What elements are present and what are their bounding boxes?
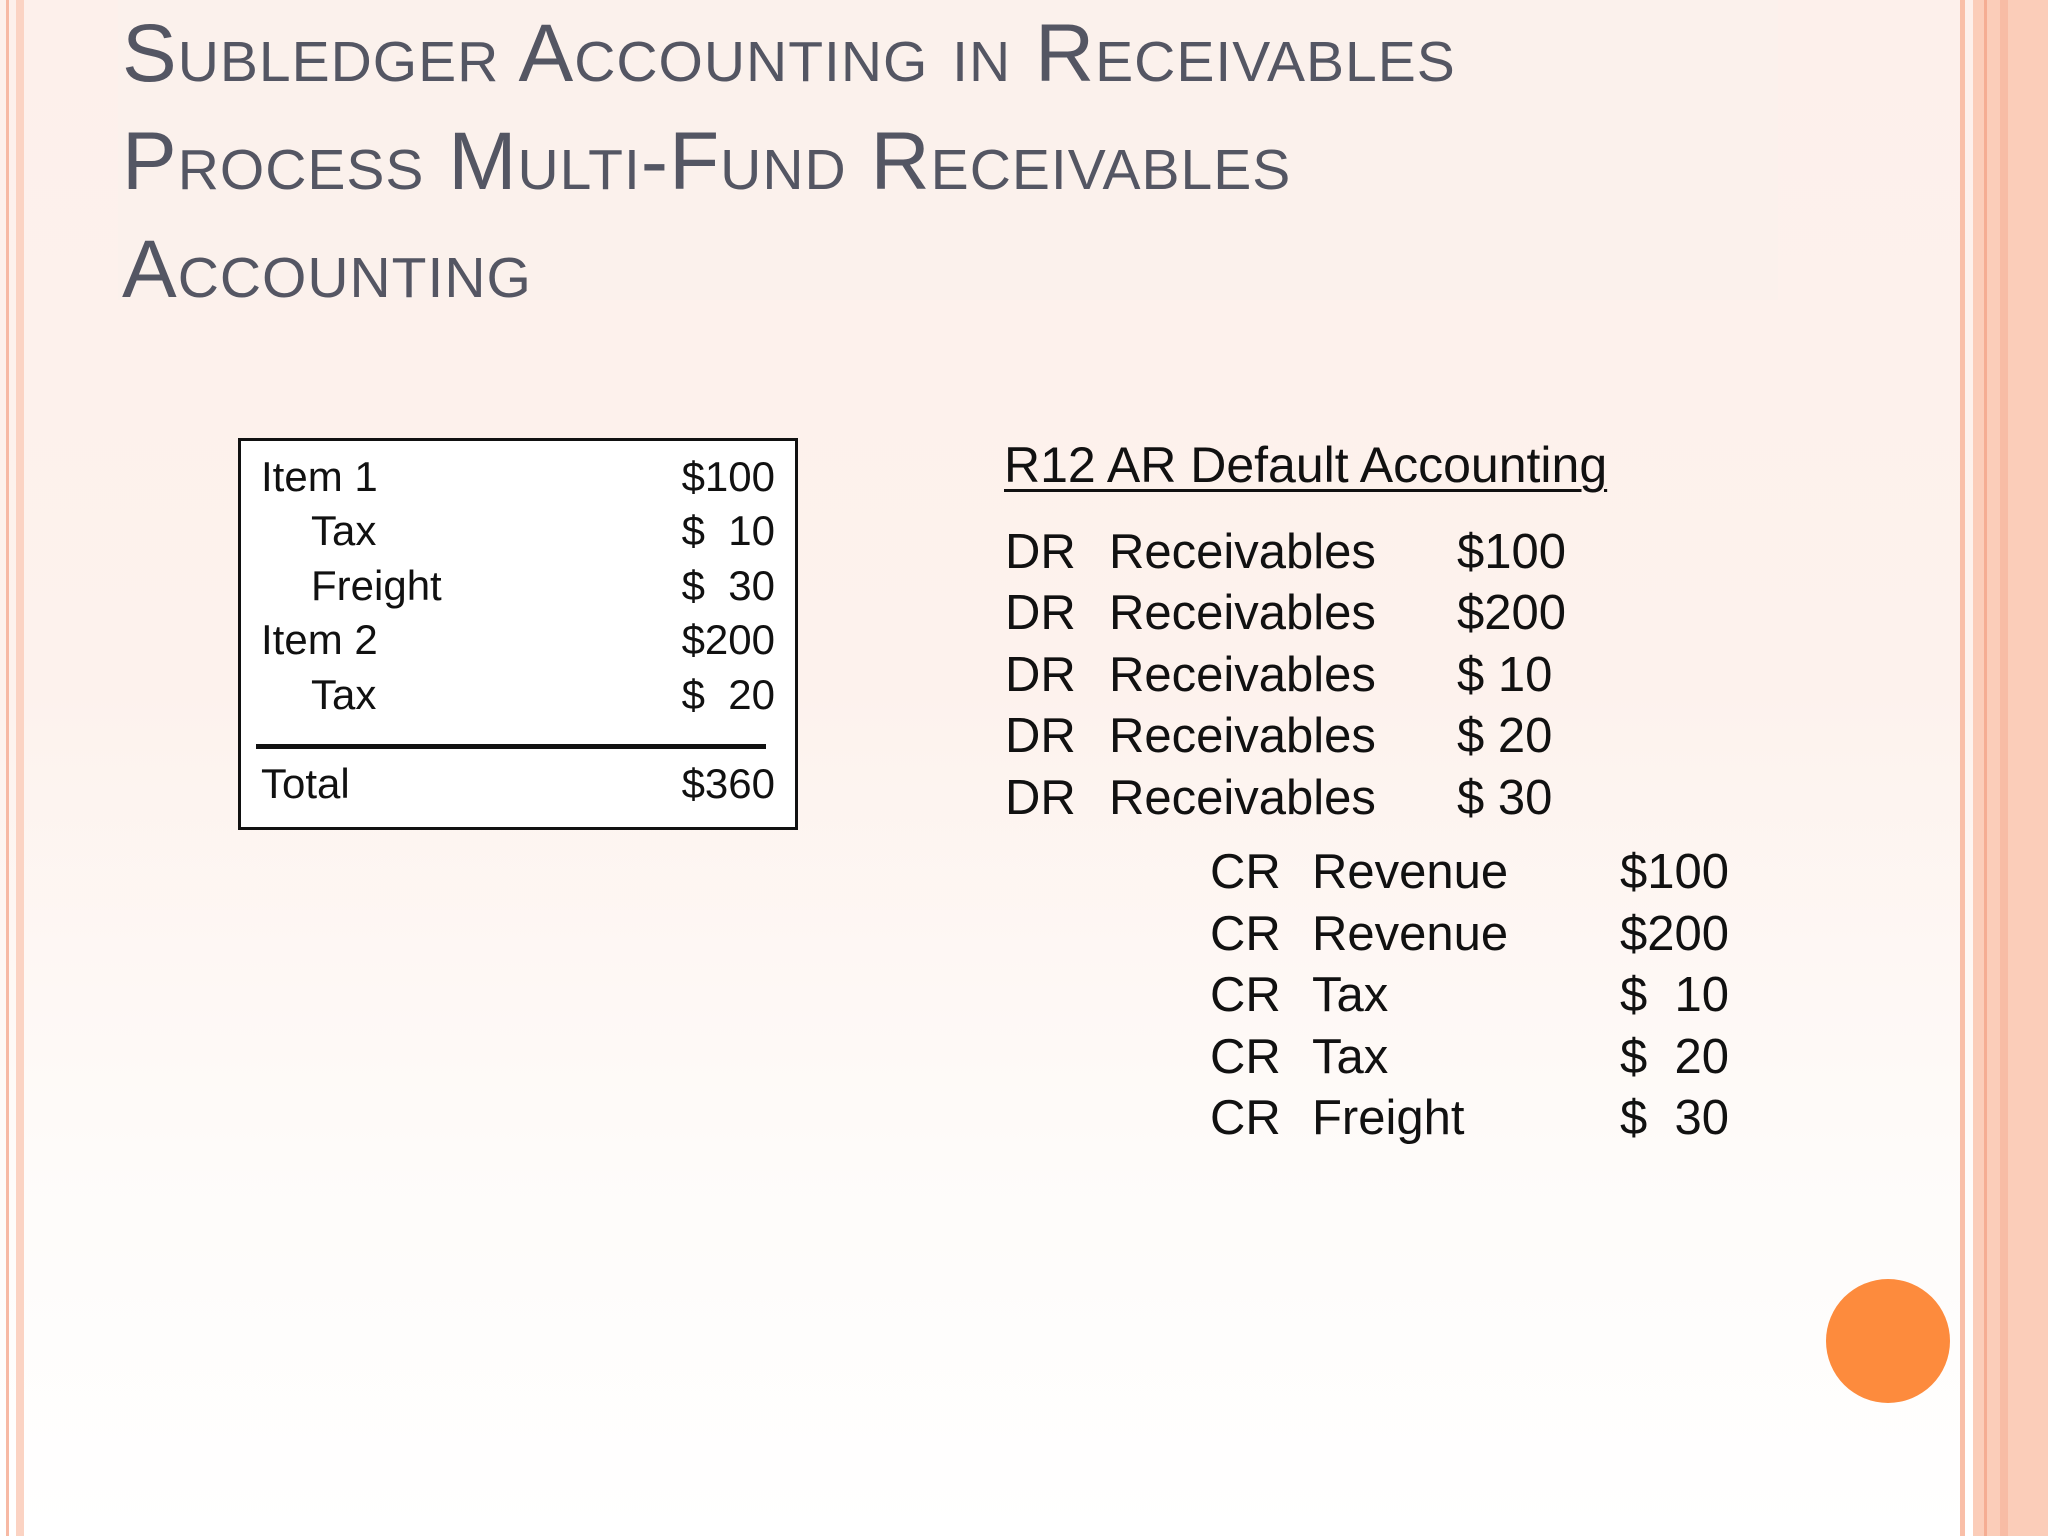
entry-account: Revenue xyxy=(1312,845,1509,899)
entry-type: DR xyxy=(1005,648,1076,702)
entry-amount: $100 xyxy=(1457,525,1567,579)
entry-type: CR xyxy=(1210,1030,1281,1084)
invoice-row xyxy=(261,562,775,616)
invoice-row-amount: $ 30 xyxy=(681,562,775,609)
invoice-row-amount: $ 10 xyxy=(681,507,775,554)
entry-account: Receivables xyxy=(1109,709,1376,763)
invoice-total-amount: $360 xyxy=(681,760,775,807)
entry-amount: $200 xyxy=(1620,907,1730,961)
invoice-row-label: Tax xyxy=(311,507,377,554)
left-border-band xyxy=(16,0,24,1536)
entry-account: Freight xyxy=(1312,1091,1465,1145)
entry-amount: $ 20 xyxy=(1620,1030,1729,1084)
entry-account: Receivables xyxy=(1109,771,1376,825)
entry-type: CR xyxy=(1210,968,1281,1022)
entry-account: Revenue xyxy=(1312,907,1509,961)
left-border-stripe xyxy=(6,0,9,1536)
entry-amount: $ 20 xyxy=(1457,709,1553,763)
entry-amount: $ 10 xyxy=(1620,968,1729,1022)
invoice-row-label: Freight xyxy=(311,562,442,609)
invoice-row xyxy=(261,616,775,670)
entry-amount: $200 xyxy=(1457,586,1567,640)
entry-account: Receivables xyxy=(1109,525,1376,579)
invoice-total-rule xyxy=(256,744,766,749)
entry-account: Tax xyxy=(1312,1030,1389,1084)
invoice-row xyxy=(261,507,775,561)
slide-title-line: Accounting xyxy=(122,224,532,315)
entry-type: DR xyxy=(1005,525,1076,579)
invoice-row xyxy=(261,671,775,725)
entry-amount: $ 10 xyxy=(1457,648,1553,702)
right-border-line xyxy=(1984,0,1987,1536)
invoice-row-amount: $100 xyxy=(681,453,775,500)
entry-type: DR xyxy=(1005,586,1076,640)
invoice-total-label: Total xyxy=(261,760,350,807)
invoice-total-row xyxy=(261,760,775,814)
entry-type: DR xyxy=(1005,771,1076,825)
entry-amount: $ 30 xyxy=(1620,1091,1729,1145)
invoice-row-label: Item 2 xyxy=(261,616,378,663)
invoice-row xyxy=(261,453,775,507)
right-border-stripe xyxy=(1960,0,1965,1536)
entry-amount: $ 30 xyxy=(1457,771,1553,825)
entry-type: CR xyxy=(1210,1091,1281,1145)
invoice-row-amount: $ 20 xyxy=(681,671,775,718)
entry-account: Receivables xyxy=(1109,586,1376,640)
entry-type: CR xyxy=(1210,845,1281,899)
slide-title-line: Subledger Accounting in Receivables xyxy=(122,8,1456,99)
slide-title-line: Process Multi-Fund Receivables xyxy=(122,116,1292,207)
invoice-row-amount: $200 xyxy=(681,616,775,663)
invoice-box xyxy=(238,438,798,830)
entry-type: DR xyxy=(1005,709,1076,763)
slide-title xyxy=(122,0,1902,324)
invoice-row-label: Tax xyxy=(311,671,377,718)
entry-amount: $100 xyxy=(1620,845,1730,899)
entry-account: Tax xyxy=(1312,968,1389,1022)
entry-account: Receivables xyxy=(1109,648,1376,702)
r12-heading: R12 AR Default Accounting xyxy=(1004,437,1608,493)
orange-circle-decoration xyxy=(1826,1279,1950,1403)
entry-type: CR xyxy=(1210,907,1281,961)
invoice-row-label: Item 1 xyxy=(261,453,378,500)
right-border-line xyxy=(2000,0,2008,1536)
